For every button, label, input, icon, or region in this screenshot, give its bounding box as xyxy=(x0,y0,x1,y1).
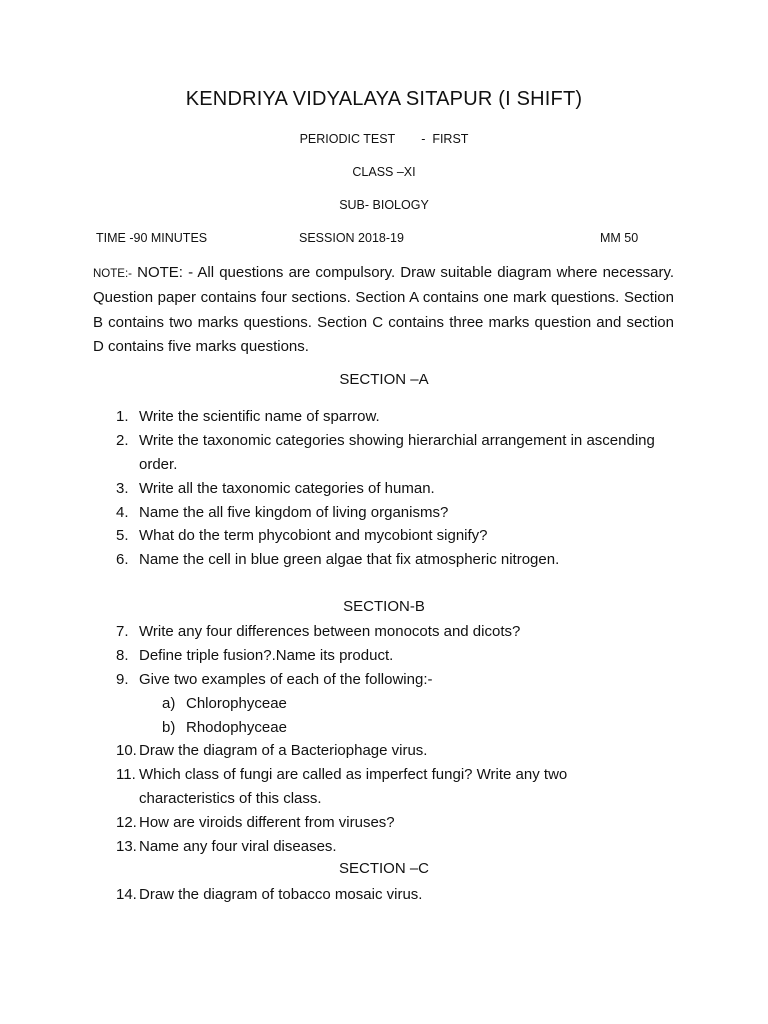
question-text: Write the taxonomic categories showing hierarchial arrangement in ascending order. xyxy=(139,432,655,473)
question-number: 11. xyxy=(116,766,136,783)
question-number: 3. xyxy=(116,480,129,497)
sub-item xyxy=(162,692,287,716)
question-number: 9. xyxy=(116,671,129,688)
question-text: Define triple fusion?.Name its product. xyxy=(139,647,394,664)
question-text: Draw the diagram of tobacco mosaic virus. xyxy=(139,886,423,903)
question-item xyxy=(116,883,656,907)
question-item xyxy=(116,835,656,859)
question-item xyxy=(116,811,656,835)
time-label: TIME -90 MINUTES xyxy=(96,231,208,245)
question-item xyxy=(116,644,656,668)
question-text: Name the all five kingdom of living organisms? xyxy=(139,504,449,521)
question-item xyxy=(116,477,656,501)
note-prefix: NOTE:- xyxy=(93,268,132,280)
session-label: SESSION 2018-19 xyxy=(299,231,404,245)
question-number: 7. xyxy=(116,623,129,640)
question-number: 6. xyxy=(116,551,129,568)
sub-item-label: a) xyxy=(162,695,176,712)
question-number: 10. xyxy=(116,742,137,759)
meta-line xyxy=(96,231,656,249)
question-number: 5. xyxy=(116,527,129,544)
test-dash: - xyxy=(421,132,426,146)
question-text: Write all the taxonomic categories of human. xyxy=(139,480,435,497)
question-text: Name the cell in blue green algae that fix atmospheric nitrogen. xyxy=(139,551,560,568)
question-item xyxy=(116,405,656,429)
question-item xyxy=(116,548,656,572)
sub-item-text: Rhodophyceae xyxy=(186,719,287,736)
instructions-note xyxy=(93,261,674,359)
subject-line: SUB- BIOLOGY xyxy=(339,198,429,212)
sub-item-label: b) xyxy=(162,719,176,736)
question-number: 4. xyxy=(116,504,129,521)
school-title: KENDRIYA VIDYALAYA SITAPUR (I SHIFT) xyxy=(185,88,583,110)
question-number: 13. xyxy=(116,838,137,855)
sub-item-text: Chlorophyceae xyxy=(186,695,287,712)
question-number: 2. xyxy=(116,432,129,449)
question-text: Draw the diagram of a Bacteriophage virus. xyxy=(139,742,428,759)
question-item xyxy=(116,524,656,548)
section-b-heading: SECTION-B xyxy=(343,598,425,615)
question-item xyxy=(116,739,656,763)
question-item xyxy=(116,668,656,692)
section-c-heading: SECTION –C xyxy=(338,860,429,877)
question-number: 12. xyxy=(116,814,137,831)
sub-item xyxy=(162,716,287,740)
question-item xyxy=(116,501,656,525)
question-number: 8. xyxy=(116,647,129,664)
test-name: PERIODIC TEST xyxy=(299,132,396,146)
max-marks-label: MM 50 xyxy=(600,231,639,245)
test-name-line xyxy=(0,132,768,146)
question-text: How are viroids different from viruses? xyxy=(139,814,395,831)
class-line: CLASS –XI xyxy=(352,165,416,179)
question-text: Which class of fungi are called as imperfect fungi? Write any two characteristics of this class. xyxy=(139,766,568,807)
question-text: Write any four differences between monocots and dicots? xyxy=(139,623,521,640)
test-order: FIRST xyxy=(432,132,469,146)
question-text: Give two examples of each of the following:- xyxy=(139,671,433,688)
question-item xyxy=(116,429,656,477)
question-text: Write the scientific name of sparrow. xyxy=(139,408,380,425)
question-number: 14. xyxy=(116,886,137,903)
question-item xyxy=(116,763,656,811)
question-number: 1. xyxy=(116,408,129,425)
question-text: Name any four viral diseases. xyxy=(139,838,337,855)
note-text: NOTE: - All questions are compulsory. Draw suitable diagram where necessary. Question paper contains four sections. Section A contains one mark questions. Section B contains two marks questions. Section C contains three marks question and section D contains five marks questions. xyxy=(93,264,674,355)
question-item xyxy=(116,620,656,644)
section-a-heading: SECTION –A xyxy=(339,371,429,388)
question-text: What do the term phycobiont and mycobiont signify? xyxy=(139,527,488,544)
